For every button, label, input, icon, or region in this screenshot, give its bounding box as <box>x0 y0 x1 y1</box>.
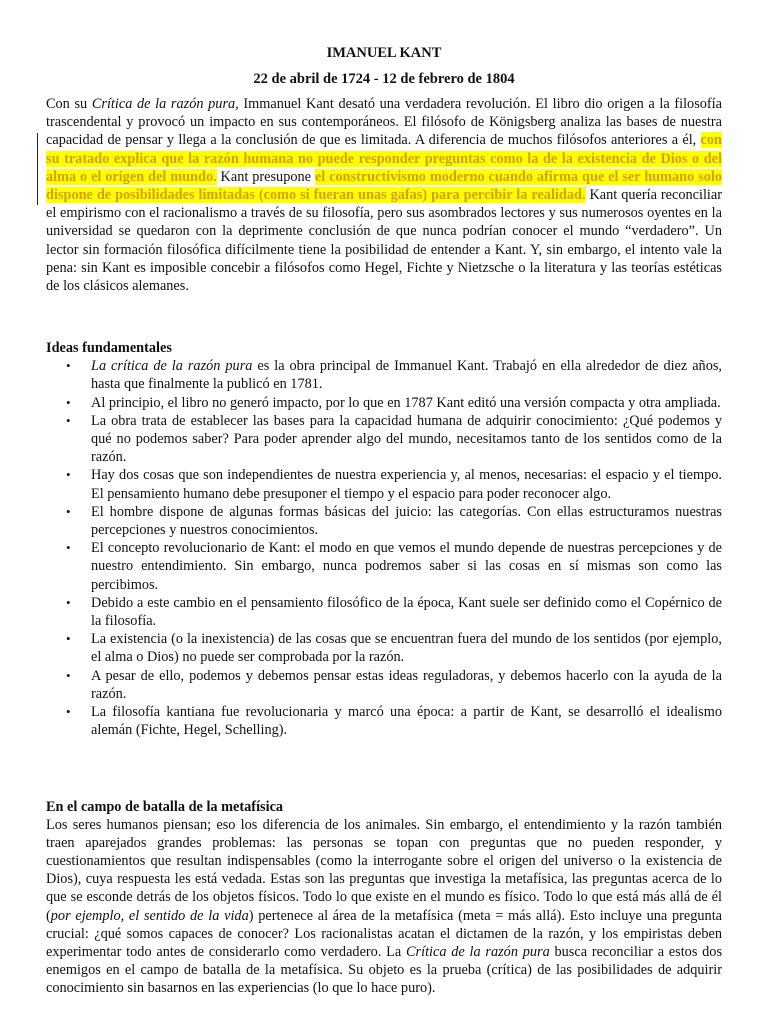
idea-item-text: Hay dos cosas que son independientes de nuestra experiencia y, al menos, necesarias: el espacio y el tiempo. El pensamiento humano debe presuponer el tiempo y el espacio para poder reconocer algo. <box>91 467 722 502</box>
metafisica-section <box>46 798 722 998</box>
bullet-icon: • <box>66 631 71 647</box>
bullet-icon: • <box>66 667 71 683</box>
intro-section <box>46 95 722 295</box>
bullet-icon: • <box>66 358 71 374</box>
intro-book-title: Crítica de la razón pura, <box>91 96 239 112</box>
life-dates: 22 de abril de 1724 - 12 de febrero de 1804 <box>253 71 515 87</box>
ideas-heading: Ideas fundamentales <box>46 340 172 357</box>
idea-item-text: Al principio, el libro no generó impacto, por lo que en 1787 Kant editó una versión compacta y otra ampliada. <box>91 394 721 411</box>
bullet-icon: • <box>66 412 71 428</box>
idea-item-text: El hombre dispone de algunas formas básicas del juicio: las categorías. Con ellas estructuramos nuestras percepciones y nuestros conocimientos. <box>91 503 722 539</box>
idea-item <box>46 539 722 594</box>
idea-item <box>46 703 722 739</box>
metafisica-text-2: ) pertenece al área de la metafísica (meta = más allá). Esto incluye una pregunta crucial: ¿qué somos capaces de conocer? Los racionalistas acatan el dictamen de la razón, y los empiristas deben experimentar todo antes de considerarlo como verdadero. La <box>46 907 723 960</box>
bullet-icon: • <box>66 594 71 610</box>
idea-item-text: La obra trata de establecer las bases para la capacidad humana de adquirir conocimiento: ¿Qué podemos y qué no podemos saber? Para poder aprender algo del mundo, necesitamos tanto de los sentidos como de la razón. <box>91 412 722 466</box>
metafisica-italic-1: por ejemplo, el sentido de la vida <box>50 907 249 924</box>
metafisica-heading: En el campo de batalla de la metafísica <box>46 798 284 815</box>
idea-item <box>46 412 722 467</box>
metafisica-italic-2: Crítica de la razón pura <box>406 943 550 960</box>
idea-item <box>46 466 722 502</box>
idea-item <box>46 357 722 393</box>
intro-paragraph <box>46 95 722 295</box>
bullet-icon: • <box>66 467 71 483</box>
metafisica-paragraph <box>46 816 722 998</box>
ideas-section <box>46 339 722 739</box>
bullet-icon: • <box>66 540 71 556</box>
idea-item <box>46 594 722 630</box>
idea-item-text: es la obra principal de Immanuel Kant. Trabajó en ella alrededor de diez años, hasta que finalmente la publicó en 1781. <box>91 358 722 393</box>
idea-item-text: A pesar de ello, podemos y debemos pensar estas ideas reguladoras, y debemos hacerlo con la ayuda de la razón. <box>91 667 722 702</box>
intro-text-3: Kant presupone <box>216 168 315 185</box>
margin-mark <box>37 133 38 205</box>
idea-item-text: La existencia (o la inexistencia) de las cosas que se encuentran fuera del mundo de los sentidos (por ejemplo, el alma o Dios) no puede ser comprobada por la razón. <box>91 631 722 666</box>
document-page <box>46 43 722 998</box>
idea-item-italic: La crítica de la razón pura <box>91 358 253 375</box>
metafisica-text-3: busca reconciliar a estos dos enemigos en el campo de batalla de la metafísica. Su objeto es la prueba (crítica) de las posibilidades de adquirir conocimiento sin basarnos en las experiencias (lo que lo hace puro). <box>46 943 723 997</box>
bullet-icon: • <box>66 503 71 519</box>
highlight-2: el constructivismo moderno cuando afirma que el ser humano solo dispone de posibilidades limitadas (como si fueran unas gafas) para percibir la realidad. <box>46 168 722 204</box>
metafisica-text-1: Los seres humanos piensan; eso los diferencia de los animales. Sin embargo, el entendimiento y la razón también traen aparejados grandes problemas: las personas se topan con preguntas que no pueden responder, y cuestionamientos que resultan indispensables (como la interrogante sobre el origen del universo o la existencia de Dios), cuya respuesta les está vedada. Estas son las preguntas que investiga la metafísica, las preguntas acerca de lo que se esconde detrás de los objetos físicos. Todo lo que existe en el mundo es físico. Todo lo que está más allá de él ( <box>46 816 722 924</box>
idea-item <box>46 394 722 412</box>
intro-text-2: Immanuel Kant desató una verdadera revolución. El libro dio origen a la filosofía trascendental y provocó un impacto en sus contemporáneos. El filósofo de Königsberg analiza las bases de nuestra capacidad de pensar y llega a la conclusión de que es limitada. A diferencia de muchos filósofos anteriores a él, <box>46 96 723 149</box>
ideas-list <box>46 357 722 739</box>
document-title: IMANUEL KANT <box>326 45 442 61</box>
bullet-icon: • <box>66 704 71 720</box>
bullet-icon: • <box>66 394 71 410</box>
intro-text-4: Kant quería reconciliar el empirismo con el racionalismo a través de su filosofía, pero sus asombrados lectores y sus numerosos oyentes en la universidad se quedaron con la deprimente conclusión de que nunca podrían conocer el mundo “verdadero”. Un lector sin formación filosófica difícilmente tiene la posibilidad de entender a Kant. Y, sin embargo, el intento vale la pena: sin Kant es imposible concebir a filósofos como Hegel, Fichte y Nietzsche o la literatura y las teorías estéticas de los clásicos alemanes. <box>46 187 722 295</box>
idea-item <box>46 630 722 666</box>
idea-item-text: La filosofía kantiana fue revolucionaria y marcó una época: a partir de Kant, se desarrolló el idealismo alemán (Fichte, Hegel, Schelling). <box>91 704 722 739</box>
idea-item <box>46 667 722 703</box>
idea-item-text: El concepto revolucionario de Kant: el modo en que vemos el mundo depende de nuestras percepciones y de nuestro entendimiento. Sin embargo, nunca podremos saber si las cosas en sí mismas son como las percibimos. <box>91 540 722 593</box>
idea-item-text: Debido a este cambio en el pensamiento filosófico de la época, Kant suele ser definido como el Copérnico de la filosofía. <box>91 594 722 630</box>
intro-text-1: Con su <box>46 96 92 112</box>
highlight-1: con su tratado explica que la razón humana no puede responder preguntas como la de la existencia de Dios o del alma o el origen del mundo. <box>46 132 722 185</box>
idea-item <box>46 503 722 539</box>
